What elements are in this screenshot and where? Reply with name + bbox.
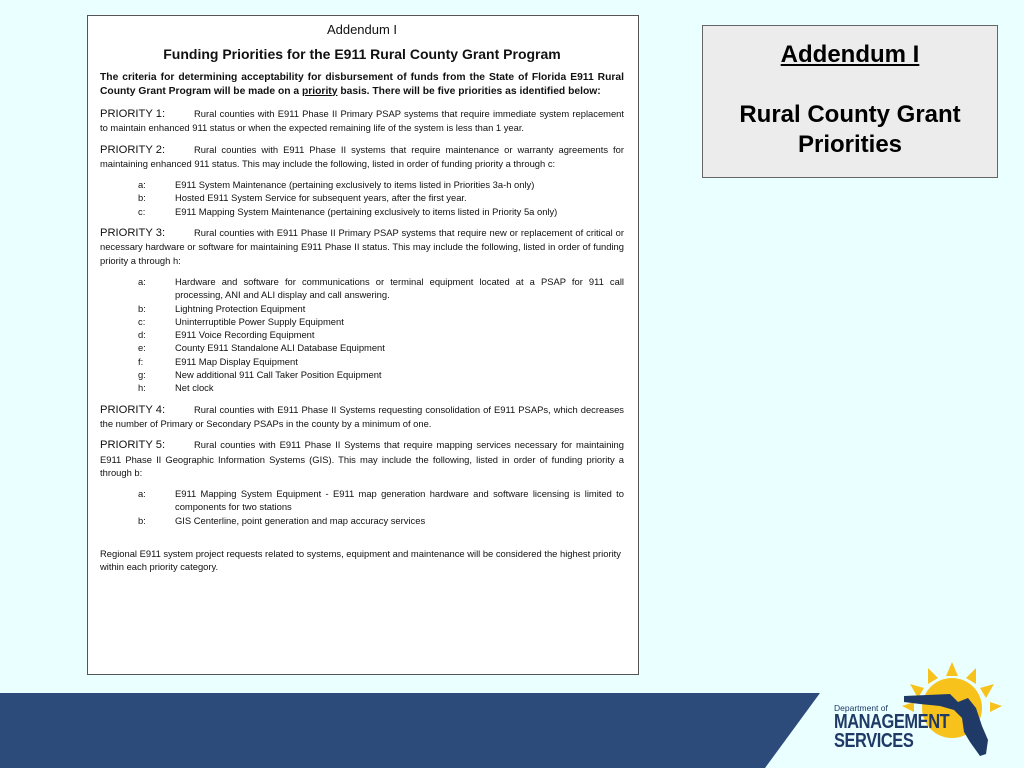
doc-closing: Regional E911 system project requests related to systems, equipment and maintenance will be considered the highest priority within each priority category. — [100, 548, 621, 573]
doc-intro: The criteria for determining acceptability for disbursement of funds from the State of Florida E911 Rural County Grant Program will be made on a priority basis. There will be five priorities as identified below: — [100, 72, 624, 97]
priority-5 — [100, 438, 624, 527]
priority-1 — [100, 107, 624, 135]
list-item-letter: e: — [138, 342, 146, 354]
priority-3 — [100, 226, 624, 395]
dms-logo — [834, 703, 975, 751]
priority-text: Rural counties with E911 Phase II Systems that require mapping services necessary for maintaining E911 Phase II Geographic Information Systems (GIS). This may include the following, listed in order of funding priority a through b: — [100, 439, 624, 478]
priority-label: PRIORITY 3: — [100, 227, 166, 240]
list-item — [138, 178, 624, 191]
priority-text: Rural counties with E911 Phase II Primary PSAP systems that require new or replacement of critical or necessary hardware or software for maintaining E911 Phase II status. This may include the following, listed in order of funding priority a through h: — [100, 227, 624, 266]
list-item-text: E911 Voice Recording Equipment — [175, 329, 315, 341]
priority-text: Rural counties with E911 Phase II systems that require maintenance or warranty agreements for maintaining enhanced 911 status. This may include the following, listed in order of funding priority a through c: — [100, 143, 624, 169]
list-item-text: Net clock — [175, 382, 214, 394]
slide-title-box — [702, 25, 998, 178]
list-item-text: E911 Map Display Equipment — [175, 355, 298, 367]
list-item-text: New additional 911 Call Taker Position Equipment — [175, 369, 382, 381]
list-item — [138, 315, 624, 328]
list-item-letter: b: — [138, 514, 146, 526]
list-item-letter: b: — [138, 192, 146, 204]
list-item-text: County E911 Standalone ALI Database Equipment — [175, 342, 385, 354]
list-item-letter: c: — [138, 315, 146, 327]
doc-intro-priority: priority — [301, 85, 338, 97]
list-item-letter: d: — [138, 329, 146, 341]
priority-label: PRIORITY 4: — [100, 403, 166, 416]
list-item-letter: f: — [138, 355, 144, 367]
list-item-letter: c: — [138, 205, 146, 217]
slide-heading: Addendum I — [780, 41, 920, 68]
list-item-letter: b: — [138, 302, 146, 314]
document-image — [87, 15, 639, 675]
list-item — [138, 368, 624, 381]
list-item — [138, 275, 624, 302]
list-item — [138, 191, 624, 204]
slide-subheading: Rural County Grant Priorities — [739, 101, 961, 158]
doc-addendum-heading: Addendum I — [326, 22, 398, 37]
list-item — [138, 341, 624, 354]
list-item — [138, 302, 624, 315]
list-item-text: E911 Mapping System Maintenance (pertaining exclusively to items listed in Priority 5a only) — [175, 205, 558, 217]
priority-sublist — [100, 178, 624, 218]
list-item — [138, 205, 624, 218]
list-item-text: Uninterruptible Power Supply Equipment — [175, 315, 344, 327]
priority-sublist — [100, 275, 624, 395]
priority-text: Rural counties with E911 Phase II Systems requesting consolidation of E911 PSAPs, which decreases the number of Primary or Secondary PSAPs in the county by a minimum of one. — [100, 403, 624, 429]
list-item — [138, 514, 624, 527]
priority-4 — [100, 403, 624, 431]
logo-line-management: MANAGEMENT — [834, 711, 950, 733]
list-item-text: Hardware and software for communications or terminal equipment located at a PSAP for 911 call processing, ANI and ALI display and call answering. — [175, 275, 624, 301]
list-item-letter: a: — [138, 275, 146, 287]
list-item — [138, 487, 624, 514]
list-item-text: E911 Mapping System Equipment - E911 map generation hardware and software licensing is limited to components for two stations — [175, 488, 624, 513]
list-item — [138, 381, 624, 394]
list-item-text: Lightning Protection Equipment — [175, 302, 306, 314]
list-item — [138, 355, 624, 368]
priority-label: PRIORITY 1: — [100, 108, 166, 120]
list-item-letter: h: — [138, 382, 146, 394]
logo-line-department: Department of — [834, 703, 888, 713]
priority-label: PRIORITY 2: — [100, 143, 166, 156]
priority-label: PRIORITY 5: — [100, 439, 166, 452]
list-item-text: GIS Centerline, point generation and map accuracy services — [175, 514, 426, 526]
doc-title: Funding Priorities for the E911 Rural County Grant Program — [163, 46, 561, 62]
list-item-text: E911 System Maintenance (pertaining exclusively to items listed in Priorities 3a-h only) — [175, 179, 535, 191]
list-item — [138, 328, 624, 341]
priority-2 — [100, 143, 624, 218]
priority-list — [100, 107, 624, 527]
logo-line-services: SERVICES — [834, 730, 914, 752]
priority-sublist — [100, 487, 624, 527]
priority-text: Rural counties with E911 Phase II Primary PSAP systems that require immediate system replacement to maintain enhanced 911 status or when the expected remaining life of the system is less than 1 year. — [100, 108, 624, 134]
list-item-letter: a: — [138, 488, 146, 500]
list-item-letter: g: — [138, 369, 146, 381]
list-item-letter: a: — [138, 179, 146, 191]
list-item-text: Hosted E911 System Service for subsequent years, after the first year. — [175, 192, 467, 204]
